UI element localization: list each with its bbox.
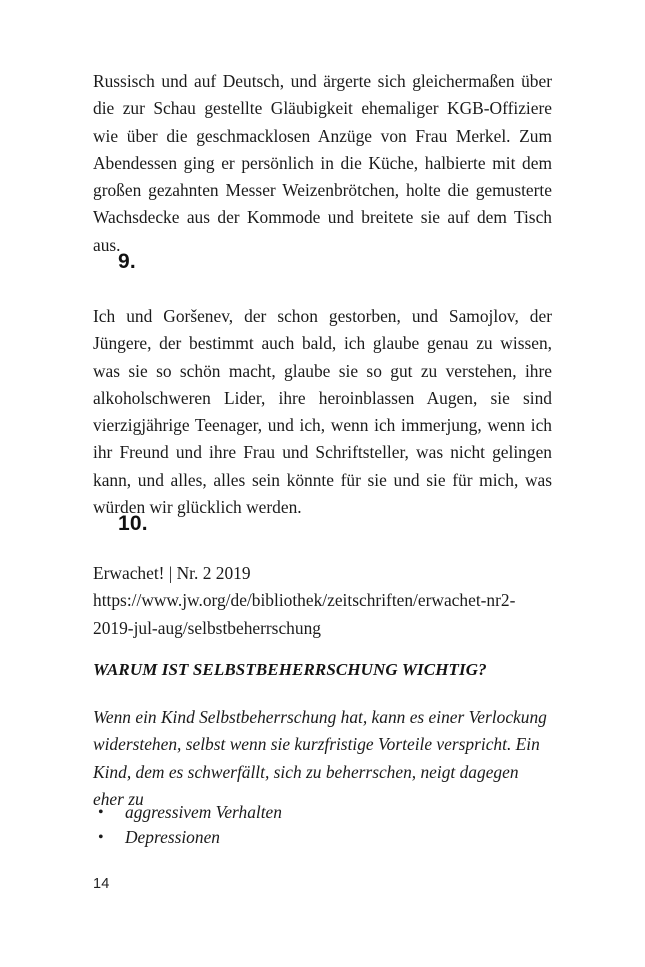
sub-heading: WARUM IST SELBSTBEHERRSCHUNG WICHTIG? <box>93 660 487 679</box>
list-item <box>93 825 552 850</box>
bullet-icon: • <box>98 804 104 821</box>
quoted-paragraph: Wenn ein Kind Selbstbeherrschung hat, kann es einer Verlockung widerstehen, selbst wenn sie kurzfristige Vorteile verspricht. Ein Kind, dem es schwerfällt, sich zu beherrschen, neigt dagegen eher zu <box>93 707 547 809</box>
page-number: 14 <box>93 876 110 892</box>
list-item-label: Depressionen <box>125 827 220 847</box>
body-paragraph-1: Russisch und auf Deutsch, und ärgerte sich gleichermaßen über die zur Schau gestellte Gläubigkeit ehemaliger KGB-Offiziere wie über die geschmacklosen Anzüge von Frau Merkel. Zum Abendessen ging er persönlich in die Küche, halbierte mit dem großen gezahnten Messer Weizenbrötchen, holte die gemusterte Wachsdecke aus der Kommode und breitete sie auf dem Tisch aus. <box>93 71 552 255</box>
source-reference-block <box>93 560 552 642</box>
source-citation: Erwachet! | Nr. 2 2019 <box>93 563 251 583</box>
bullet-list <box>93 800 552 850</box>
source-url: https://www.jw.org/de/bibliothek/zeitschriften/erwachet-nr2-2019-jul-aug/selbstbeherrschung <box>93 590 516 638</box>
section-heading-10: 10. <box>118 512 148 535</box>
list-item <box>93 800 552 825</box>
body-paragraph-2: Ich und Goršenev, der schon gestorben, und Samojlov, der Jüngere, der bestimmt auch bald, ich glaube genau zu wissen, was sie so schön macht, glaube sie so gut zu verstehen, ihre alkoholschweren Lider, ihre heroinblassen Augen, sie sind vierzigjährige Teenager, und ich, wenn ich immerjung, wenn ich ihr Freund und ihre Frau und Schriftsteller, was nicht gelingen kann, und alles, alles sein könnte für sie und sie für mich, was würden wir glücklich werden. <box>93 306 552 518</box>
list-item-label: aggressivem Verhalten <box>125 802 282 822</box>
bullet-icon: • <box>98 829 104 846</box>
section-heading-9: 9. <box>118 250 136 273</box>
